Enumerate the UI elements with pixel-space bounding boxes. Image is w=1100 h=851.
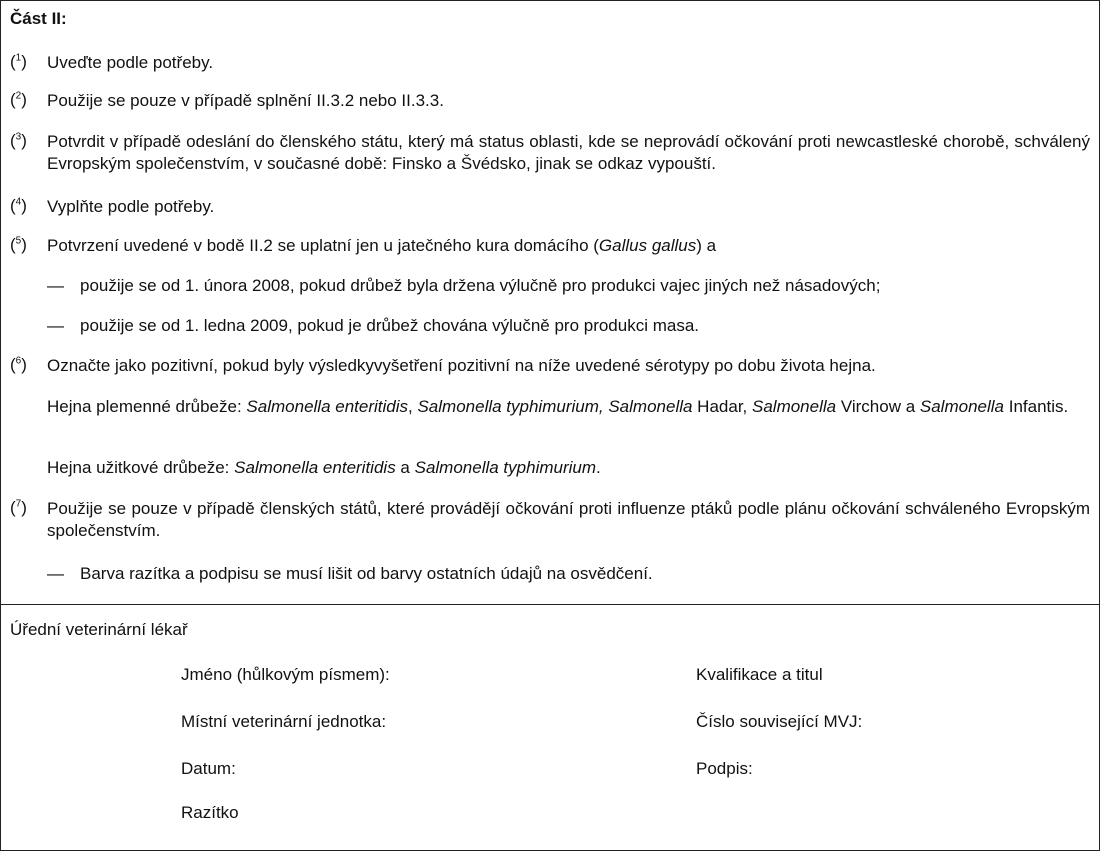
note-number: ($^6$) <box>10 355 27 374</box>
note-text: Uveďte podle potřeby. <box>47 53 214 72</box>
section-title: Část II: <box>10 9 67 28</box>
name-label: Jméno (hůlkovým písmem): <box>181 665 390 684</box>
note-number: ($^4$) <box>10 196 27 215</box>
official-veterinarian-label: Úřední veterinární lékař <box>10 620 188 639</box>
local-unit-label: Místní veterinární jednotka: <box>181 712 387 731</box>
note-text: Potvrdit v případě odeslání do členského státu, který má status oblasti, kde se neprovádí očkování proti newcastleské chorobě, schválený Evropským společenstvím, v současné době: Finsko a Švédsko, jinak se odkaz vypouští. <box>47 132 1090 173</box>
date-label: Datum: <box>181 759 236 778</box>
note-6-laying-flocks: Hejna užitkové drůbeže: Salmonella enteritidis a Salmonella typhimurium. <box>47 458 601 477</box>
note-number: ($^3$) <box>10 131 27 150</box>
note-text: Použije se pouze v případě členských států, které provádějí očkování proti influenze ptáků podle plánu očkování schváleného Evropským společenstvím. <box>47 499 1090 540</box>
section-divider <box>0 604 1100 605</box>
lvu-number-label: Číslo související MVJ: <box>696 712 863 731</box>
note-number: ($^5$) <box>10 235 27 254</box>
signature-label: Podpis: <box>696 759 753 778</box>
note-number: ($^1$) <box>10 52 27 71</box>
note-number: ($^7$) <box>10 498 27 517</box>
note-text: Označte jako pozitivní, pokud byly výsledkyvyšetření pozitivní na níže uvedené sérotypy po dobu života hejna. <box>47 356 876 375</box>
qualification-label: Kvalifikace a titul <box>696 665 823 684</box>
note-number: ($^2$) <box>10 90 27 109</box>
note-text: Potvrzení uvedené v bodě II.2 se uplatní jen u jatečného kura domácího (Gallus gallus) a <box>47 236 717 255</box>
note-text: Použije se pouze v případě splnění II.3.2 nebo II.3.3. <box>47 91 444 110</box>
note-6-breeding-flocks: Hejna plemenné drůbeže: Salmonella enteritidis, Salmonella typhimurium, Salmonella Hadar, Salmonella Virchow a Salmonella Infantis. <box>47 397 1069 416</box>
stamp-label: Razítko <box>181 803 239 822</box>
note-text: Vyplňte podle potřeby. <box>47 197 215 216</box>
